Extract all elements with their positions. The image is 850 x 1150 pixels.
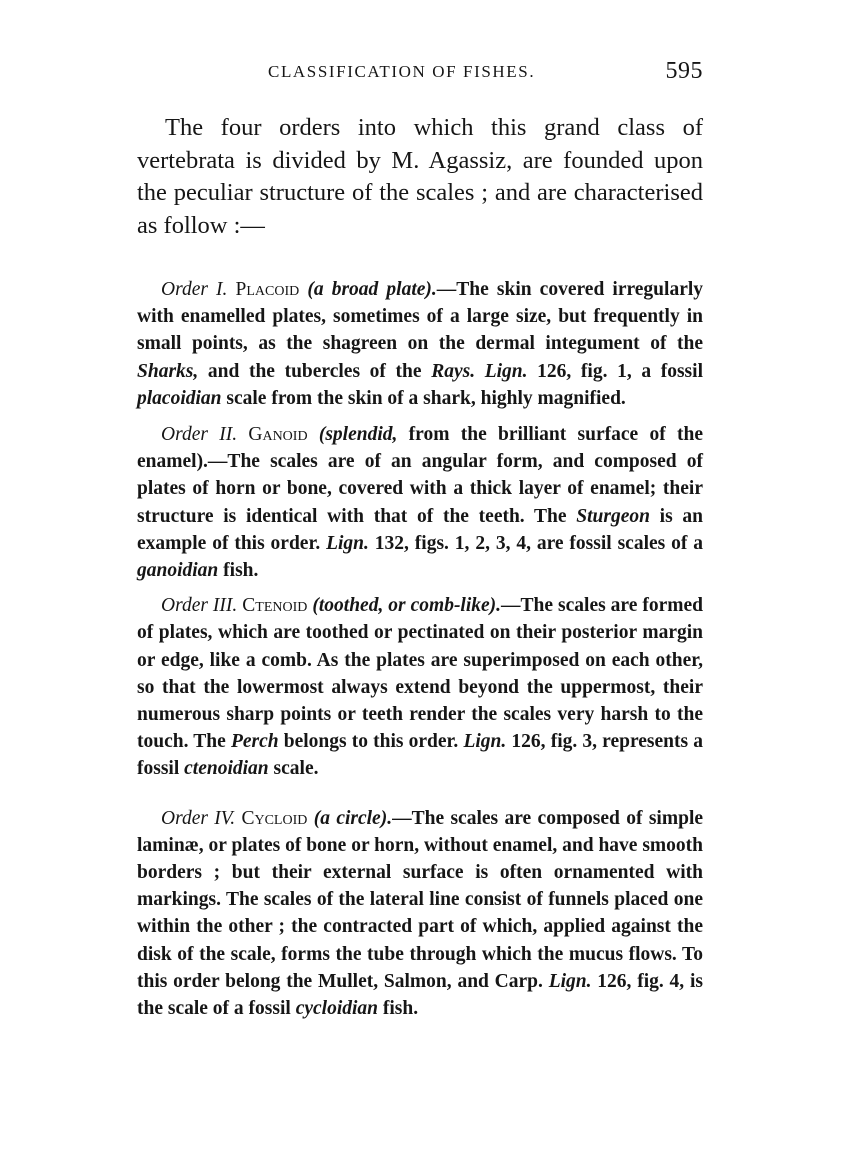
italic-text-run: Sturgeon — [576, 505, 650, 527]
text-run: and the tubercles of the — [198, 360, 432, 382]
order-label: Order IV. — [161, 807, 236, 829]
text-run: 132, figs. 1, 2, 3, 4, are fossil scales of a — [368, 532, 703, 554]
italic-text-run: cycloidian — [295, 998, 379, 1020]
italic-text-run: Rays. Lign. — [431, 360, 528, 382]
order-gloss: (a circle). — [313, 807, 393, 829]
italic-text-run: Lign. — [548, 970, 592, 992]
text-run: —The scales are composed of simple laminæ, or plates of bone or horn, without enamel, and have smooth borders ; but their external surface is often ornamented with markings. The scales of the lateral line consist of funnels placed one within the other ; the contracted part of which, applied against the disk of the scale, forms the tube through which the mucus flows. To this order belong the Mullet, Salmon, and Carp. — [137, 807, 704, 992]
text-run: —The skin covered irregularly with enamelled plates, sometimes of a large size, but frequently in small points, as the shagreen on the dermal integument of the — [137, 279, 704, 355]
page-number: 595 — [665, 58, 703, 84]
text-run: 126, fig. 3, represents a fossil — [137, 731, 704, 780]
order-name: Placoid — [235, 279, 300, 300]
running-title: CLASSIFICATION OF FISHES. — [268, 62, 536, 81]
order-description — [137, 595, 703, 779]
order-name: Cycloid — [241, 807, 308, 829]
text-run: —The scales are formed of plates, which are toothed or pectinated on their posterior margin or edge, like a comb. As the plates are superimposed on each other, so that the lowermost always extend beyond the uppermost, their numerous sharp points or teeth render the scales very harsh to the touch. The — [137, 595, 704, 753]
order-label: Order I. — [161, 279, 228, 300]
running-head — [137, 58, 703, 94]
text-run: scale. — [268, 758, 319, 780]
order-paragraph — [137, 421, 703, 584]
order-paragraph — [137, 805, 703, 1023]
order-paragraph — [137, 276, 703, 412]
italic-text-run: Perch — [230, 731, 279, 753]
text-run: from the brilliant surface of the enamel).—The scales are of an angular form, and composed of plates of horn or bone, covered with a thick layer of enamel; their structure is identical with that of the teeth. The — [137, 424, 703, 527]
italic-text-run: ganoidian — [137, 560, 219, 582]
italic-text-run: Lign. — [326, 532, 369, 554]
order-description — [137, 808, 703, 1019]
order-gloss: (splendid, — [318, 424, 398, 446]
text-run: belongs to this order. — [278, 731, 464, 753]
text-run: is an example of this order. — [137, 505, 703, 554]
text-run: 126, fig. 1, a fossil — [527, 360, 703, 382]
order-paragraph — [137, 592, 703, 782]
order-name: Ganoid — [248, 424, 308, 446]
order-gloss: (toothed, or comb-like). — [312, 595, 502, 617]
italic-text-run: placoidian — [137, 387, 222, 409]
italic-text-run: Lign. — [463, 731, 507, 753]
italic-text-run: ctenoidian — [184, 758, 269, 780]
order-label: Order III. — [161, 595, 238, 617]
italic-text-run: Sharks, — [137, 360, 199, 382]
text-run: scale from the skin of a shark, highly magnified. — [221, 387, 626, 409]
order-description — [137, 424, 703, 581]
intro-paragraph: The four orders into which this grand class of vertebrata is divided by M. Agassiz, are founded upon the peculiar structure of the scales ; and are characterised as follow :— — [137, 114, 703, 239]
book-page — [137, 58, 703, 1022]
order-name: Ctenoid — [242, 595, 308, 617]
order-gloss: (a broad plate). — [307, 279, 437, 300]
order-label: Order II. — [161, 424, 238, 446]
text-run: 126, fig. 4, is the scale of a fossil — [137, 970, 703, 1020]
text-run: fish. — [378, 998, 419, 1020]
text-run: fish. — [218, 560, 259, 582]
